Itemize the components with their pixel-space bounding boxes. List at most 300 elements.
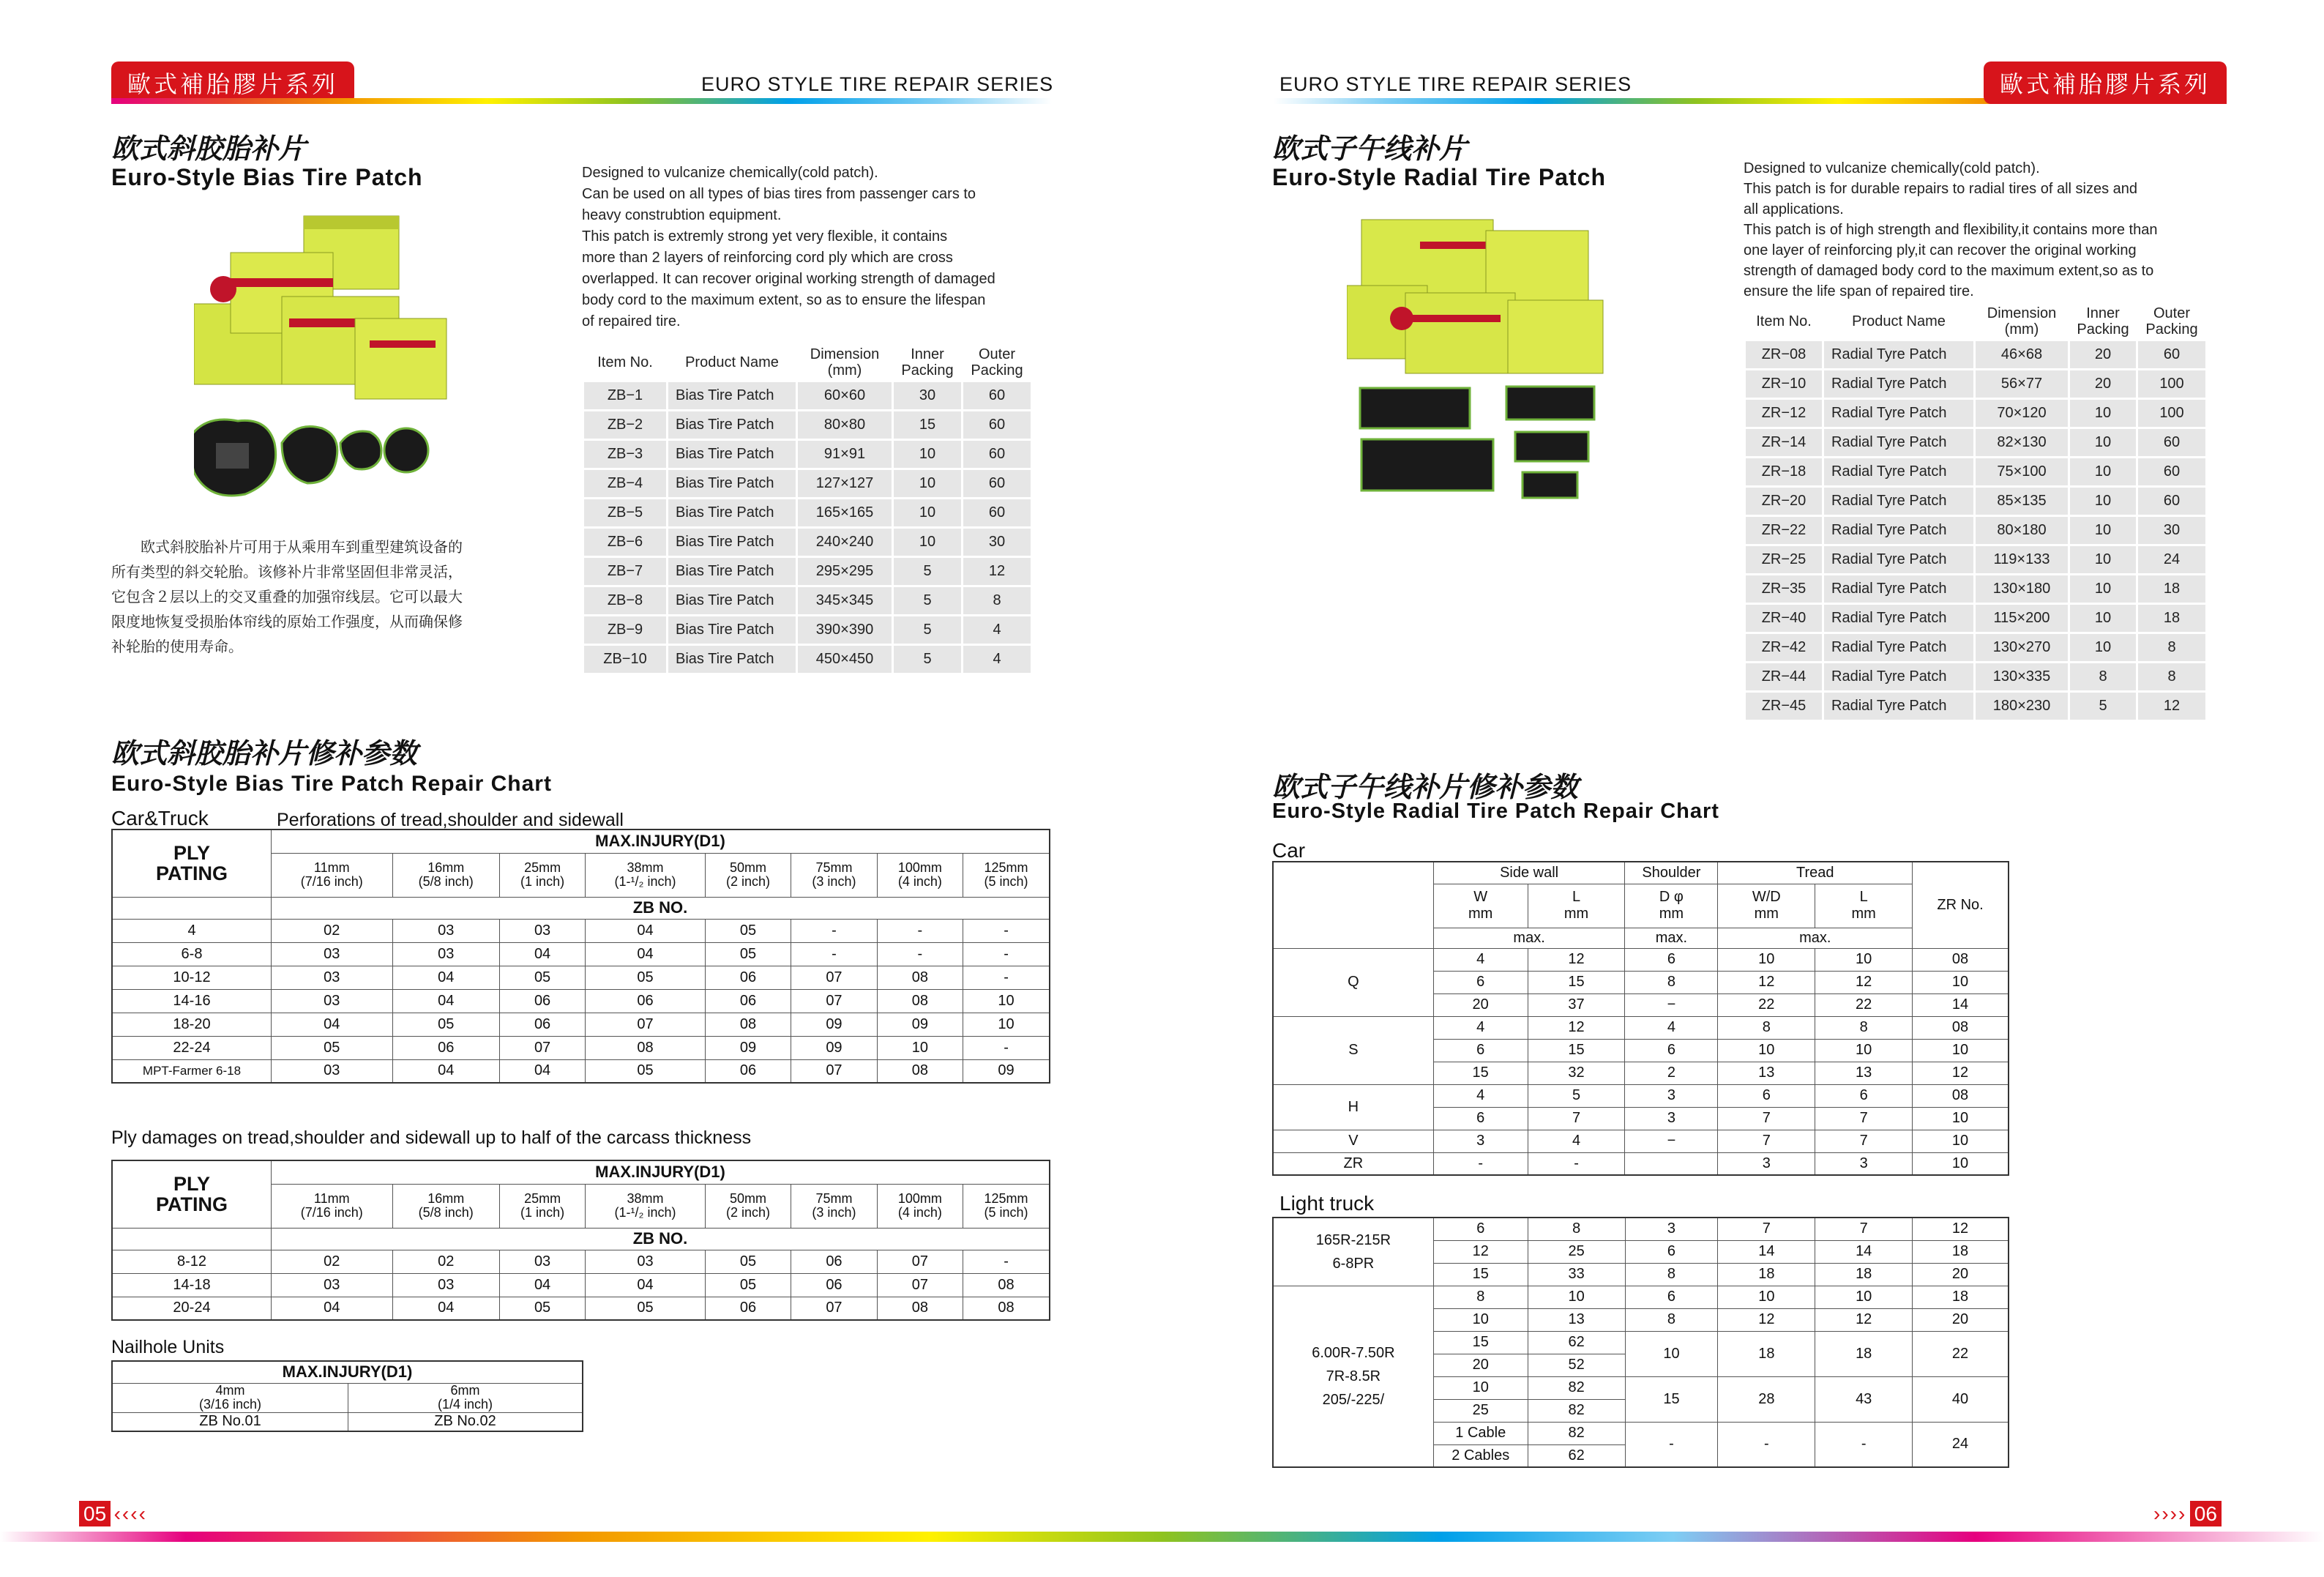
car-value: 08 — [1913, 1084, 2009, 1107]
d-mm-header: D φ mm — [1625, 884, 1718, 928]
size-inch: (4 inch) — [897, 874, 942, 889]
zb-value: 06 — [499, 989, 585, 1013]
table-row — [112, 1250, 1050, 1273]
size-header — [791, 853, 877, 897]
car-value: 7 — [1718, 1107, 1815, 1130]
bias-chart-title-en: Euro-Style Bias Tire Patch Repair Chart — [111, 772, 552, 796]
nail-max-injury: MAX.INJURY(D1) — [112, 1361, 583, 1383]
ply-value: 22-24 — [112, 1036, 272, 1059]
inner-packing: 10 — [2070, 575, 2136, 603]
outer-packing: 100 — [2138, 370, 2205, 398]
table-row — [112, 966, 1050, 989]
inner-packing: 20 — [2070, 341, 2136, 368]
item-no: ZR−42 — [1746, 634, 1822, 661]
car-value: 12 — [1815, 971, 1913, 993]
zb-value: - — [963, 919, 1050, 942]
zb-value: - — [791, 942, 877, 966]
page-number-left: 05 ‹‹‹‹ — [79, 1502, 147, 1526]
zb-value: 03 — [272, 966, 393, 989]
table-row — [1273, 948, 2009, 971]
car-value: 3 — [1625, 1084, 1718, 1107]
col-inner: Inner Packing — [2077, 305, 2129, 338]
zb-value: 07 — [791, 989, 877, 1013]
product-name: Radial Tyre Patch — [1824, 575, 1973, 603]
zb-value: 08 — [963, 1273, 1050, 1297]
size-header — [499, 853, 585, 897]
series-title-right: EURO STYLE TIRE REPAIR SERIES — [1279, 73, 1632, 95]
bottom-rainbow-bar — [0, 1532, 2324, 1542]
size-inch: (7/16 inch) — [300, 1205, 363, 1220]
table-row — [1746, 517, 2205, 544]
col-outer: Outer Packing — [2145, 305, 2198, 338]
radial-chart-title-cn: 欧式子午线补片修补参数 — [1272, 771, 1579, 803]
item-no: ZB−9 — [584, 616, 666, 644]
bias-description: Designed to vulcanize chemically(cold patch). Can be used on all types of bias tires from passenger cars to heavy construbtion equipment. This patch is extremly strong yet very flexible, it contains more than 2 layers of reinforcing cord ply which are cross overlapped. It can recover original working strength of damaged body cord to the maximum extent, so as to ensure the lifespan of repaired tire. — [582, 165, 995, 329]
outer-packing: 60 — [963, 499, 1031, 526]
car-value: 4 — [1625, 1016, 1718, 1039]
radial-car-table — [1272, 861, 2009, 1176]
col-item-no: Item No. — [597, 354, 653, 370]
car-value: 5 — [1528, 1084, 1625, 1107]
zb-value: 04 — [499, 1273, 585, 1297]
zb-value: 10 — [963, 1013, 1050, 1036]
zb-value: - — [877, 919, 963, 942]
nail-4mm: 4mm (3/16 inch) — [112, 1383, 348, 1412]
item-no: ZB−7 — [584, 558, 666, 585]
item-no: ZR−18 — [1746, 458, 1822, 485]
size-mm: 16mm — [427, 1191, 465, 1206]
zb-value: 10 — [877, 1036, 963, 1059]
car-value: 10 — [1815, 948, 1913, 971]
bias-title-en: Euro-Style Bias Tire Patch — [111, 164, 423, 190]
car-value: 22 — [1815, 993, 1913, 1016]
size-inch: (3 inch) — [812, 874, 856, 889]
size-header — [392, 853, 499, 897]
table-row — [112, 919, 1050, 942]
outer-packing: 60 — [963, 441, 1031, 468]
light-truck-table: 165R-215R 6-8PR 6 8 3 7 7 12 12 25 6 14 14 18 15 33 8 18 18 20 6.00R-7.50R 7R-8.5R 205/-225/ 8 10 6 10 10 18 10 13 8 12 12 20 15 62 10 18 18 22 20 52 10 82 15 28 43 40 25 82 1 Cable 82 - - - 24 2 Cables 62 — [1272, 1217, 2009, 1468]
ply-value: 18-20 — [112, 1013, 272, 1036]
max-injury-header: MAX.INJURY(D1) — [272, 829, 1050, 853]
tread-max: max. — [1718, 928, 1913, 948]
zb-value: 03 — [272, 1273, 393, 1297]
zb-value: 07 — [877, 1250, 963, 1273]
table-row — [1746, 400, 2205, 427]
outer-packing: 12 — [2138, 693, 2205, 720]
zb-value: 03 — [272, 989, 393, 1013]
zb-value: 05 — [586, 966, 706, 989]
car-value: 7 — [1528, 1107, 1625, 1130]
product-name: Radial Tyre Patch — [1824, 634, 1973, 661]
lt-group-2: 6.00R-7.50R 7R-8.5R 205/-225/ — [1273, 1286, 1433, 1467]
outer-packing: 60 — [2138, 341, 2205, 368]
car-value: 13 — [1815, 1062, 1913, 1084]
inner-packing: 10 — [2070, 488, 2136, 515]
inner-packing: 5 — [894, 587, 961, 614]
item-no: ZB−2 — [584, 411, 666, 439]
table-row — [112, 1059, 1050, 1083]
size-inch: (4 inch) — [897, 1205, 942, 1220]
zb-value: 10 — [963, 989, 1050, 1013]
item-no: ZB−5 — [584, 499, 666, 526]
dimension: 56×77 — [1976, 370, 2068, 398]
item-no: ZB−6 — [584, 529, 666, 556]
ply-value: 14-16 — [112, 989, 272, 1013]
inner-packing: 5 — [894, 558, 961, 585]
zb-value: 06 — [586, 989, 706, 1013]
zb-value: 04 — [586, 1273, 706, 1297]
table-row — [584, 616, 1031, 644]
size-inch: (1-¹/₂ inch) — [614, 1205, 676, 1220]
zb-value: 05 — [499, 1297, 585, 1320]
ply-value: 14-18 — [112, 1273, 272, 1297]
zb-value: 05 — [586, 1297, 706, 1320]
table-row — [112, 989, 1050, 1013]
zb-value: 04 — [586, 919, 706, 942]
zb-value: 03 — [499, 1250, 585, 1273]
product-name: Bias Tire Patch — [668, 558, 796, 585]
dimension: 390×390 — [798, 616, 892, 644]
car-value: 2 — [1625, 1062, 1718, 1084]
car-value: 6 — [1433, 971, 1528, 993]
inner-packing: 10 — [894, 470, 961, 497]
table-row — [112, 942, 1050, 966]
col-product-name: Product Name — [685, 354, 779, 370]
size-inch: (1 inch) — [520, 1205, 565, 1220]
zb-value: 05 — [705, 1273, 791, 1297]
table-row — [584, 587, 1031, 614]
inner-packing: 5 — [2070, 693, 2136, 720]
wd-mm-header: W/D mm — [1718, 884, 1815, 928]
inner-packing: 10 — [2070, 458, 2136, 485]
size-mm: 25mm — [524, 860, 561, 875]
inner-packing: 10 — [894, 499, 961, 526]
car-value: 6 — [1815, 1084, 1913, 1107]
inner-packing: 10 — [2070, 400, 2136, 427]
item-no: ZR−14 — [1746, 429, 1822, 456]
page-number-right: ›››› 06 — [2153, 1502, 2222, 1526]
table-row — [1746, 605, 2205, 632]
zb-value: 05 — [705, 942, 791, 966]
size-inch: (2 inch) — [726, 874, 771, 889]
car-value: 37 — [1528, 993, 1625, 1016]
outer-packing: 60 — [963, 382, 1031, 409]
zb-value: 07 — [791, 1059, 877, 1083]
outer-packing: 8 — [963, 587, 1031, 614]
zb-value: - — [963, 942, 1050, 966]
product-name: Radial Tyre Patch — [1824, 370, 1973, 398]
size-mm: 75mm — [815, 1191, 853, 1206]
inner-packing: 10 — [2070, 429, 2136, 456]
car-value: 4 — [1433, 1084, 1528, 1107]
sidewall-max: max. — [1433, 928, 1625, 948]
bias-cn-description: 欧式斜胶胎补片可用于从乘用车到重型建筑设备的 所有类型的斜交轮胎。该修补片非常坚固但非常灵活， 它包含２层以上的交叉重叠的加强帘线层。它可以最大 限度地恢复受损胎体帘线的原始工作强度，从而确保修 补轮胎的使用寿命。 — [111, 538, 463, 655]
l-mm-header: L mm — [1528, 884, 1625, 928]
bias-repair-table-1 — [111, 829, 1050, 1084]
car-value: 10 — [1718, 948, 1815, 971]
radial-description: Designed to vulcanize chemically(cold patch). This patch is for durable repairs to radial tires of all sizes and all applications. This patch is of high strength and flexibility,it contains more than one layer of reinforcing ply,it can recover the original working strength of damaged body cord to the maximum extent,so as to ensure the life span of repaired tire. — [1744, 160, 2158, 299]
size-mm: 25mm — [524, 1191, 561, 1206]
zb-value: 03 — [272, 942, 393, 966]
dimension: 130×335 — [1976, 663, 2068, 690]
car-value: 3 — [1433, 1130, 1528, 1152]
zb-value: - — [963, 1250, 1050, 1273]
zb-value: 06 — [392, 1036, 499, 1059]
car-value: 12 — [1718, 971, 1815, 993]
car-value — [1625, 1152, 1718, 1175]
dimension: 295×295 — [798, 558, 892, 585]
zb-value: 08 — [963, 1297, 1050, 1320]
ply-value: 8-12 — [112, 1250, 272, 1273]
item-no: ZR−40 — [1746, 605, 1822, 632]
zb-value: 03 — [586, 1250, 706, 1273]
product-name: Bias Tire Patch — [668, 411, 796, 439]
dimension: 82×130 — [1976, 429, 2068, 456]
size-header — [963, 853, 1050, 897]
table-row — [584, 441, 1031, 468]
size-header — [392, 1184, 499, 1228]
zb-value: 06 — [499, 1013, 585, 1036]
max-injury-header-2: MAX.INJURY(D1) — [272, 1160, 1050, 1184]
size-header — [272, 853, 393, 897]
radial-title-en: Euro-Style Radial Tire Patch — [1272, 164, 1606, 190]
table-row — [1746, 634, 2205, 661]
radial-title-cn: 欧式子午线补片 — [1272, 133, 1468, 165]
table-row — [1273, 1152, 2009, 1175]
car-value: 12 — [1913, 1062, 2009, 1084]
outer-packing: 100 — [2138, 400, 2205, 427]
dimension: 80×80 — [798, 411, 892, 439]
zb-value: 04 — [499, 942, 585, 966]
car-value: - — [1433, 1152, 1528, 1175]
table-row — [584, 470, 1031, 497]
car-value: 20 — [1433, 993, 1528, 1016]
size-header — [272, 1184, 393, 1228]
car-value: 6 — [1433, 1039, 1528, 1062]
product-name: Bias Tire Patch — [668, 499, 796, 526]
table-row — [112, 1036, 1050, 1059]
sidewall-header: Side wall — [1433, 862, 1625, 884]
table-row — [584, 558, 1031, 585]
zb-value: 06 — [705, 966, 791, 989]
outer-packing: 30 — [963, 529, 1031, 556]
col-item-no: Item No. — [1756, 313, 1812, 329]
table-row — [1746, 458, 2205, 485]
zb-value: 08 — [877, 989, 963, 1013]
zb-value: - — [877, 942, 963, 966]
outer-packing: 8 — [2138, 663, 2205, 690]
zb-no-header: ZB NO. — [272, 897, 1050, 919]
item-no: ZB−8 — [584, 587, 666, 614]
outer-packing: 4 — [963, 646, 1031, 673]
zb-value: 02 — [272, 1250, 393, 1273]
nail-zb01: ZB No.01 — [112, 1412, 348, 1431]
car-value: 6 — [1625, 1039, 1718, 1062]
size-header — [963, 1184, 1050, 1228]
zb-value: 06 — [705, 989, 791, 1013]
w-mm-header: W mm — [1433, 884, 1528, 928]
dimension: 130×270 — [1976, 634, 2068, 661]
product-name: Radial Tyre Patch — [1824, 517, 1973, 544]
col-product-name: Product Name — [1852, 313, 1946, 329]
table-row — [1746, 546, 2205, 573]
dimension: 127×127 — [798, 470, 892, 497]
nailhole-table — [111, 1360, 583, 1432]
dimension: 345×345 — [798, 587, 892, 614]
dimension: 130×180 — [1976, 575, 2068, 603]
speed-group: Q — [1273, 948, 1433, 1016]
speed-group: H — [1273, 1084, 1433, 1130]
zb-value: 05 — [586, 1059, 706, 1083]
size-mm: 125mm — [984, 860, 1028, 875]
product-name: Bias Tire Patch — [668, 587, 796, 614]
table-row — [1746, 370, 2205, 398]
product-name: Bias Tire Patch — [668, 441, 796, 468]
car-value: 10 — [1913, 1152, 2009, 1175]
size-header — [705, 853, 791, 897]
speed-group: ZR — [1273, 1152, 1433, 1175]
zb-value: 05 — [499, 966, 585, 989]
car-value: 7 — [1815, 1107, 1913, 1130]
zb-value: 04 — [392, 1059, 499, 1083]
car-value: 08 — [1913, 1016, 2009, 1039]
outer-packing: 60 — [2138, 488, 2205, 515]
size-mm: 16mm — [427, 860, 465, 875]
size-inch: (1-¹/₂ inch) — [614, 874, 676, 889]
bias-title-cn: 欧式斜胶胎补片 — [111, 133, 307, 165]
zb-no-header-2: ZB NO. — [272, 1228, 1050, 1250]
dimension: 115×200 — [1976, 605, 2068, 632]
zb-value: 04 — [392, 1297, 499, 1320]
dimension: 85×135 — [1976, 488, 2068, 515]
inner-packing: 10 — [894, 529, 961, 556]
bias-spec-table — [582, 343, 1033, 675]
item-no: ZB−1 — [584, 382, 666, 409]
nailhole-label: Nailhole Units — [111, 1337, 225, 1357]
outer-packing: 18 — [2138, 605, 2205, 632]
radial-chart-title-en: Euro-Style Radial Tire Patch Repair Chart — [1272, 799, 1719, 823]
zb-value: - — [963, 1036, 1050, 1059]
size-mm: 50mm — [730, 1191, 767, 1206]
car-value: 12 — [1528, 1016, 1625, 1039]
inner-packing: 30 — [894, 382, 961, 409]
dimension: 70×120 — [1976, 400, 2068, 427]
car-value: 10 — [1913, 1039, 2009, 1062]
inner-packing: 10 — [2070, 546, 2136, 573]
size-mm: 11mm — [313, 1191, 350, 1206]
dimension: 75×100 — [1976, 458, 2068, 485]
car-value: − — [1625, 993, 1718, 1016]
product-name: Bias Tire Patch — [668, 470, 796, 497]
tread-header: Tread — [1718, 862, 1913, 884]
car-value: 8 — [1718, 1016, 1815, 1039]
radial-patch-photo — [1347, 212, 1610, 505]
outer-packing: 24 — [2138, 546, 2205, 573]
car-value: 4 — [1433, 948, 1528, 971]
product-name: Radial Tyre Patch — [1824, 546, 1973, 573]
car-value: 15 — [1528, 971, 1625, 993]
car-truck-label: Car&Truck — [111, 807, 209, 829]
car-value: 10 — [1913, 1130, 2009, 1152]
car-label: Car — [1272, 839, 1306, 862]
product-name: Radial Tyre Patch — [1824, 663, 1973, 690]
car-value: 13 — [1718, 1062, 1815, 1084]
series-tag-right: 歐式補胎膠片系列 — [1984, 61, 2227, 104]
zb-value: 07 — [791, 966, 877, 989]
tread-l-mm-header: L mm — [1815, 884, 1913, 928]
outer-packing: 60 — [963, 411, 1031, 439]
outer-packing: 60 — [2138, 458, 2205, 485]
size-inch: (1 inch) — [520, 874, 565, 889]
inner-packing: 20 — [2070, 370, 2136, 398]
size-mm: 38mm — [627, 860, 664, 875]
inner-packing: 5 — [894, 646, 961, 673]
outer-packing: 60 — [963, 470, 1031, 497]
series-title-left: EURO STYLE TIRE REPAIR SERIES — [701, 73, 1054, 95]
size-mm: 100mm — [897, 1191, 942, 1206]
bias-patch-photo — [194, 209, 450, 516]
zr-no-header: ZR No. — [1913, 862, 2009, 948]
ply-value: 20-24 — [112, 1297, 272, 1320]
table-row — [1746, 575, 2205, 603]
zb-value: 09 — [791, 1036, 877, 1059]
size-mm: 125mm — [984, 1191, 1028, 1206]
outer-packing: 18 — [2138, 575, 2205, 603]
size-mm: 75mm — [815, 860, 853, 875]
dimension: 240×240 — [798, 529, 892, 556]
size-header — [791, 1184, 877, 1228]
inner-packing: 10 — [894, 441, 961, 468]
table-row — [112, 1273, 1050, 1297]
dimension: 60×60 — [798, 382, 892, 409]
outer-packing: 60 — [2138, 429, 2205, 456]
speed-group: S — [1273, 1016, 1433, 1084]
zb-value: 08 — [877, 1059, 963, 1083]
inner-packing: 8 — [2070, 663, 2136, 690]
zb-value: 06 — [791, 1273, 877, 1297]
rainbow-divider — [111, 98, 1052, 104]
size-header — [499, 1184, 585, 1228]
item-no: ZR−22 — [1746, 517, 1822, 544]
product-name: Radial Tyre Patch — [1824, 429, 1973, 456]
item-no: ZR−44 — [1746, 663, 1822, 690]
item-no: ZR−20 — [1746, 488, 1822, 515]
car-value: 6 — [1625, 948, 1718, 971]
zb-value: 03 — [499, 919, 585, 942]
zb-value: 05 — [392, 1013, 499, 1036]
table-row — [1746, 429, 2205, 456]
table-row — [1273, 1016, 2009, 1039]
inner-packing: 5 — [894, 616, 961, 644]
inner-packing: 10 — [2070, 634, 2136, 661]
ply-header: PLY PATING — [112, 829, 272, 897]
dimension: 450×450 — [798, 646, 892, 673]
dimension: 180×230 — [1976, 693, 2068, 720]
item-no: ZB−4 — [584, 470, 666, 497]
car-value: 8 — [1625, 971, 1718, 993]
size-header — [877, 1184, 963, 1228]
outer-packing: 4 — [963, 616, 1031, 644]
table-row — [584, 646, 1031, 673]
product-name: Bias Tire Patch — [668, 616, 796, 644]
size-inch: (5/8 inch) — [418, 1205, 474, 1220]
col-outer: Outer Packing — [971, 346, 1023, 379]
size-header — [586, 853, 706, 897]
zb-value: 04 — [272, 1297, 393, 1320]
zb-value: 02 — [272, 919, 393, 942]
dimension: 165×165 — [798, 499, 892, 526]
table-row — [112, 1013, 1050, 1036]
